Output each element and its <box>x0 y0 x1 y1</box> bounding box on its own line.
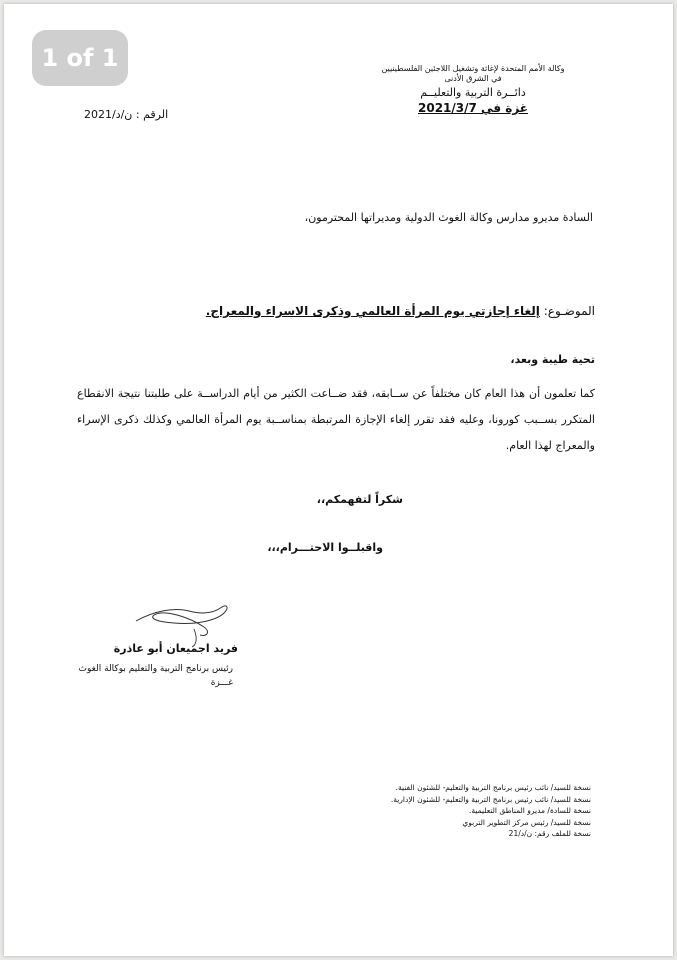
reference-number: الرقم : ن/د/2021 <box>84 108 169 121</box>
signer-block <box>3 662 233 690</box>
department-name: دائــرة التربية والتعليــم <box>420 86 526 99</box>
agency-name-line2: في الشرق الأدنى <box>444 74 502 83</box>
cc-line: نسخة للسادة/ مديرو المناطق التعليمية. <box>469 806 591 815</box>
signer-name: فريد اجميعان أبو عاذرة <box>113 642 238 655</box>
letter-body: كما تعلمون أن هذا العام كان مختلفاً عن ســابقه، فقد ضــاعت الكثير من أيام الدراســة على طلبتنا نتيجة الانقطاع المتكرر بســبب كورونا، وعليه فقد تقرر إلغاء الإجازة المرتبطة بمناســبة يوم المرأة العالمي وكذلك ذكرى الإسراء والمعراج لهذا العام. <box>77 387 595 452</box>
greeting: تحية طيبة وبعد، <box>510 353 595 366</box>
subject-label: الموضـوع: <box>543 304 595 318</box>
letter-date: غزة في 2021/3/7 <box>418 101 528 115</box>
letterhead <box>358 64 588 116</box>
subject-line <box>75 304 595 318</box>
cc-line: نسخة للسيد/ نائب رئيس برنامج التربية والتعليم- للشئون الإدارية. <box>390 794 591 804</box>
signer-title: رئيس برنامج التربية والتعليم بوكالة الغوث <box>78 664 233 674</box>
addressee: السادة مديرو مدارس وكالة الغوث الدولية ومديراتها المحترمون، <box>304 211 593 224</box>
closing-thanks: شكراً لتفهمكم،، <box>316 493 403 506</box>
page-indicator-badge: 1 of 1 <box>32 30 128 86</box>
signer-city: غـــزة <box>210 678 233 688</box>
copy-list <box>261 782 591 840</box>
cc-line: نسخة للسيد/ نائب رئيس برنامج التربية والتعليم- للشئون الفنية. <box>395 783 591 792</box>
agency-name-line1: وكالة الأمم المتحدة لإغاثة وتشغيل اللاجئين الفلسطينيين <box>381 64 565 73</box>
subject-text: إلغاء إجازتي يوم المرأة العالمي وذكرى الاسراء والمعراج. <box>205 304 540 318</box>
cc-line: نسخة للسيد/ رئيس مركز التطوير التربوي <box>462 817 591 827</box>
closing-respect: واقبلــوا الاحتـــرام،،، <box>267 541 383 554</box>
letter-page <box>4 4 673 956</box>
cc-line: نسخة للملف رقم: ن/د/21 <box>508 829 591 838</box>
